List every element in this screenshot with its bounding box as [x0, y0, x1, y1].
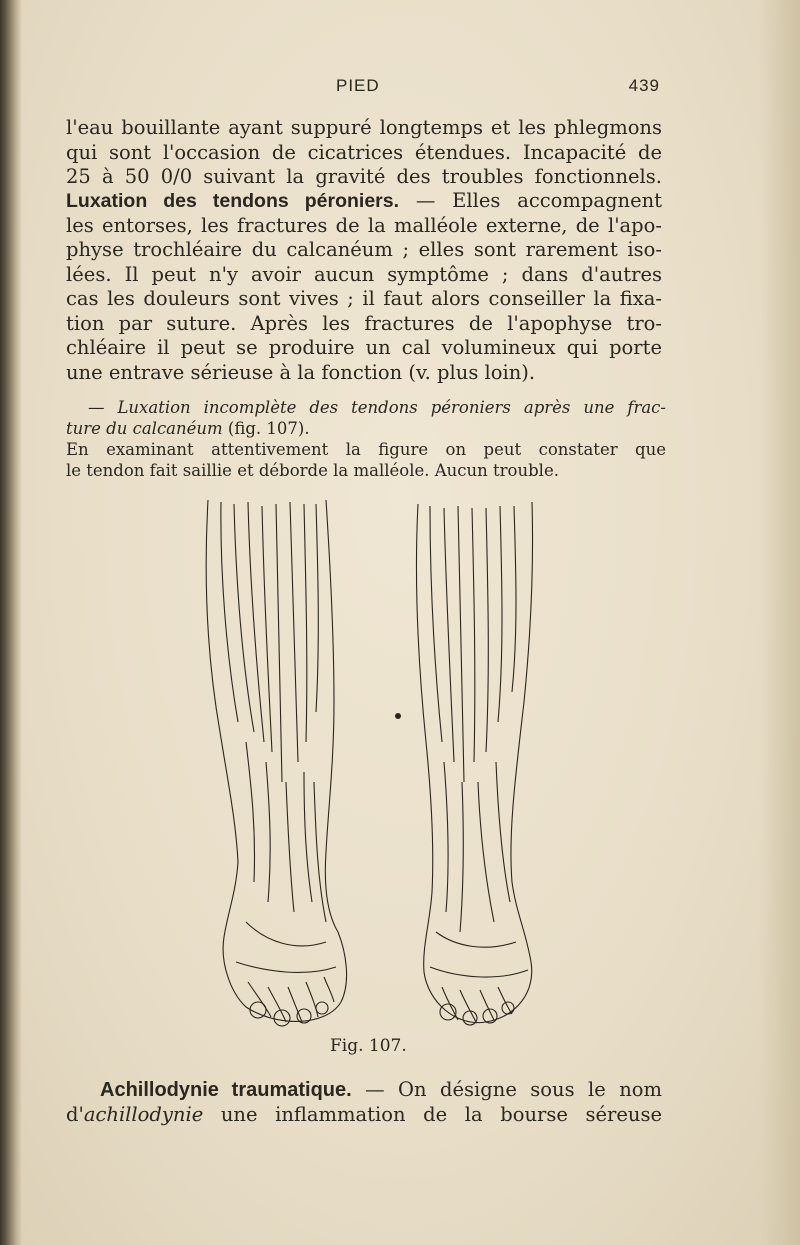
text-run: — Elles accompagnent [399, 189, 663, 212]
right-leg-drawing [416, 502, 532, 1025]
text-line: lées. Il peut n'y avoir aucun symptôme ; dans d'autres [66, 262, 662, 286]
caption-reference: (fig. 107). [222, 419, 310, 438]
text-run: — On désigne sous le nom [351, 1078, 663, 1101]
caption-title: — Luxation incomplète des tendons péroniers après une frac- [88, 398, 666, 417]
ink-dot [395, 713, 401, 719]
legs-illustration [186, 482, 556, 1042]
section-heading: Luxation des tendons péroniers. [66, 190, 400, 212]
left-leg-drawing [206, 500, 346, 1026]
paragraph-achillodynia [66, 1078, 662, 1127]
paragraph-continuation [66, 116, 662, 190]
caption-line [66, 397, 666, 418]
text-line [66, 1103, 662, 1128]
text-line: les entorses, les fractures de la malléole externe, de l'apo- [66, 213, 662, 237]
figure-label: Fig. 107. [330, 1036, 407, 1056]
caption-line [66, 418, 666, 439]
text-run: une inflammation de la bourse séreuse [203, 1102, 662, 1126]
text-line [66, 1078, 662, 1103]
text-line: l'eau bouillante ayant suppuré longtemps et les phlegmons [66, 116, 662, 139]
page-header [60, 76, 660, 100]
caption-line: En examinant attentivement la figure on peut constater que [66, 440, 666, 459]
text-line [66, 189, 662, 214]
text-line: 25 à 50 0/0 suivant la gravité des troubles fonctionnels. [66, 165, 662, 188]
book-binding-edge [0, 0, 22, 1245]
page-edge-shadow [760, 0, 800, 1245]
emphasized-term: achillodynie [83, 1102, 204, 1126]
text-run: d' [66, 1102, 84, 1126]
figure-caption [66, 397, 666, 481]
paragraph-peroneal-tendons [66, 189, 662, 385]
text-line: une entrave sérieuse à la fonction (v. plus loin). [66, 360, 536, 384]
text-line: physe trochléaire du calcanéum ; elles sont rarement iso- [66, 238, 662, 261]
text-line: qui sont l'occasion de cicatrices étendues. Incapacité de [66, 140, 662, 164]
running-head: PIED [336, 76, 380, 95]
text-line: tion par suture. Après les fractures de l'apophyse tro- [66, 311, 662, 335]
text-line: chléaire il peut se produire un cal volumineux qui porte [66, 336, 662, 359]
text-line: cas les douleurs sont vives ; il faut alors conseiller la fixa- [66, 287, 662, 310]
caption-title: ture du calcanéum [66, 419, 223, 438]
page-number: 439 [628, 76, 660, 95]
section-heading: Achillodynie traumatique. [100, 1079, 352, 1101]
caption-line: le tendon fait saillie et déborde la malléole. Aucun trouble. [66, 461, 559, 480]
